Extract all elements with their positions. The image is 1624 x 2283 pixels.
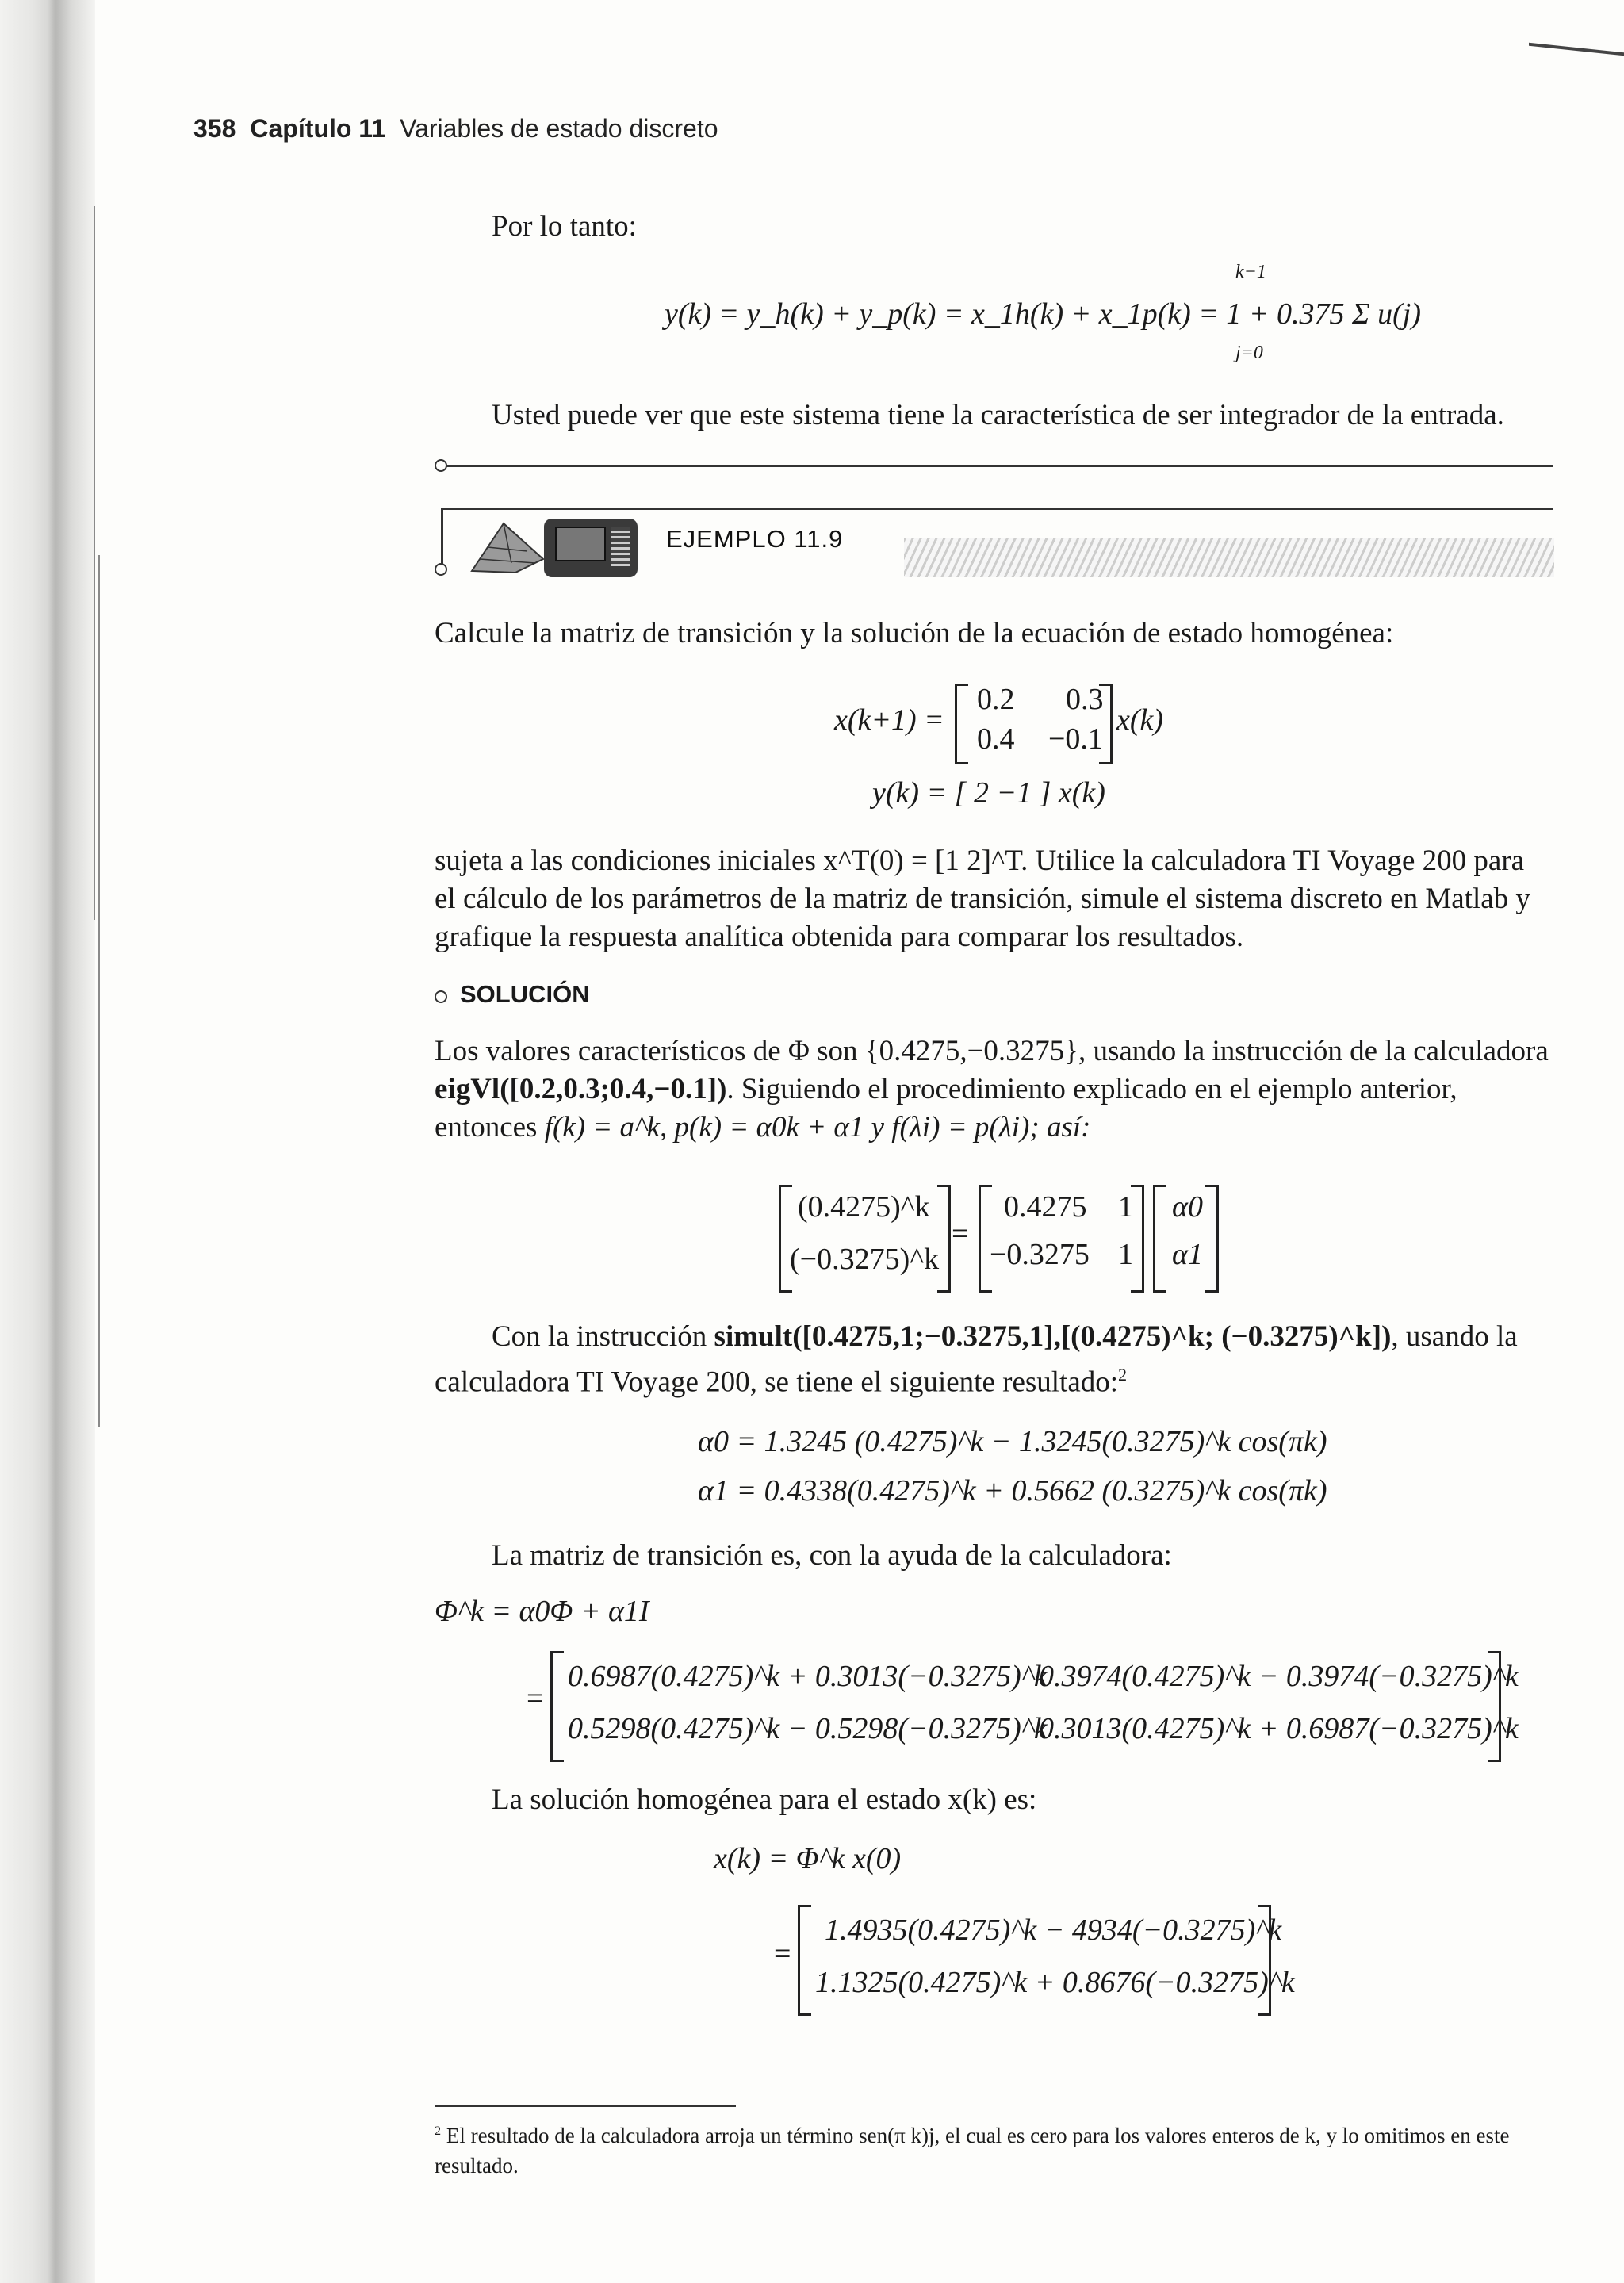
spine-line: [98, 555, 100, 1427]
footnote-text: El resultado de la calculadora arroja un término sen(π k)j, el cual es cero para los valores enteros de k, y lo omitimos en este resultado.: [435, 2124, 1510, 2178]
system-matrix-r2c1: −0.3275: [990, 1238, 1090, 1271]
state-matrix-r1c1: 0.2: [977, 683, 1015, 716]
bracket-right: [937, 1185, 951, 1293]
solution-p2-b: , usando la calculadora TI Voyage 200, se tiene el siguiente resultado:: [435, 1320, 1518, 1399]
page-number: 358: [193, 114, 236, 143]
system-vec-2: α1: [1172, 1238, 1203, 1271]
equals-sign: =: [774, 1937, 791, 1971]
alpha1-eq: α1 = 0.4338(0.4275)^k + 0.5662 (0.3275)^k cos(πk): [698, 1474, 1327, 1507]
example-prompt: Calcule la matriz de transición y la solución de la ecuación de estado homogénea:: [435, 617, 1394, 649]
system-lhs-1: (0.4275)^k: [798, 1190, 930, 1224]
bracket-right: [1099, 684, 1113, 764]
phi-r1c1: 0.6987(0.4275)^k + 0.3013(−0.3275)^k: [568, 1660, 1048, 1693]
example-conditions: sujeta a las condiciones iniciales x^T(0) = [1 2]^T. Utilice la calculadora TI Voyage 200 para el cálculo de los parámetros de la matriz de transición, simule el sistema discreto en Matlab y grafique la respuesta analítica obtenida para comparar los resultados.: [435, 845, 1530, 953]
system-matrix-r1c2: 1: [1118, 1190, 1133, 1224]
example-circle: [435, 563, 447, 576]
transition-intro: La matriz de transición es, con la ayuda de la calculadora:: [492, 1539, 1172, 1572]
example-hatch-band: [904, 538, 1554, 577]
output-equation: [665, 297, 1421, 331]
example-frame-left: [441, 508, 443, 569]
equals-sign: =: [527, 1682, 544, 1715]
bracket-right: [1488, 1651, 1501, 1762]
output-eq: y(k) = [ 2 −1 ] x(k): [872, 776, 1105, 810]
spine-line: [94, 206, 95, 920]
solution-p1-a: Los valores característicos de Φ son {0.4275,−0.3275}, usando la instrucción de la calculadora: [435, 1035, 1549, 1067]
bracket-left: [550, 1651, 564, 1762]
chapter-label: Capítulo 11: [250, 114, 386, 143]
eig-command: eigVl([0.2,0.3;0.4,−0.1]): [435, 1073, 727, 1105]
xk-vec-1: 1.4935(0.4275)^k − 4934(−0.3275)^k: [825, 1913, 1282, 1947]
alpha0-eq: α0 = 1.3245 (0.4275)^k − 1.3245(0.3275)^k cos(πk): [698, 1425, 1327, 1458]
xk-vec-2: 1.1325(0.4275)^k + 0.8676(−0.3275)^k: [815, 1966, 1295, 1999]
running-header: [193, 114, 718, 144]
simult-command: simult([0.4275,1;−0.3275,1],[(0.4275)^k; (−0.3275)^k]): [714, 1320, 1392, 1353]
phi-eq: Φ^k = α0Φ + α1I: [435, 1595, 649, 1628]
solution-p2-a: Con la instrucción: [492, 1320, 707, 1353]
solution-p1-b: . Siguiendo el procedimiento explicado en el ejemplo anterior, entonces: [435, 1073, 1457, 1143]
page-corner-mark: [1529, 43, 1624, 104]
divider-circle: [435, 459, 447, 472]
solution-paragraph-2: [435, 1318, 1553, 1401]
phi-r1c2: 0.3974(0.4275)^k − 0.3974(−0.3275)^k: [1039, 1660, 1519, 1693]
state-eq-lhs: x(k+1) =: [834, 703, 944, 737]
state-matrix-r1c2: 0.3: [1066, 683, 1104, 716]
sum-upper-limit: k−1: [1235, 262, 1266, 282]
equals-sign: =: [952, 1217, 969, 1251]
bracket-right: [1131, 1185, 1144, 1293]
system-matrix-r2c2: 1: [1118, 1238, 1133, 1271]
bracket-left: [798, 1905, 811, 2016]
system-vec-1: α0: [1172, 1190, 1203, 1224]
footnote: [435, 2116, 1553, 2181]
phi-r2c2: 0.3013(0.4275)^k + 0.6987(−0.3275)^k: [1039, 1712, 1519, 1745]
solution-bullet: [435, 990, 447, 1003]
por-lo-tanto: Por lo tanto:: [492, 210, 637, 243]
homog-intro: La solución homogénea para el estado x(k) es:: [492, 1783, 1037, 1816]
solution-paragraph-1: [435, 1032, 1553, 1147]
bracket-right: [1258, 1905, 1271, 2016]
system-matrix-r1c1: 0.4275: [1004, 1190, 1087, 1224]
bracket-right: [1205, 1185, 1219, 1293]
section-divider: [442, 465, 1553, 467]
state-matrix-r2c2: −0.1: [1048, 722, 1103, 756]
state-matrix-r2c1: 0.4: [977, 722, 1015, 756]
solution-heading: SOLUCIÓN: [460, 980, 590, 1008]
calculator-icon: [544, 519, 638, 577]
sum-lower-limit: j=0: [1235, 343, 1263, 363]
matlab-logo-icon: [468, 515, 547, 579]
state-eq-rhs: x(k): [1116, 703, 1164, 737]
bracket-left: [1153, 1185, 1166, 1293]
chapter-title: Variables de estado discreto: [400, 114, 718, 143]
book-spine-shadow: [0, 0, 95, 2283]
output-equation-text: y(k) = y_h(k) + y_p(k) = x_1h(k) + x_1p(k) = 1 + 0.375 Σ u(j): [665, 297, 1422, 331]
system-lhs-2: (−0.3275)^k: [790, 1243, 940, 1276]
example-label: EJEMPLO 11.9: [666, 525, 844, 553]
bracket-left: [955, 684, 968, 764]
footnote-number: 2: [435, 2124, 442, 2138]
xk-eq: x(k) = Φ^k x(0): [714, 1842, 902, 1875]
footnote-rule: [435, 2105, 736, 2107]
solution-p1-c: f(k) = a^k, p(k) = α0k + α1 y f(λi) = p(λi); así:: [544, 1111, 1091, 1143]
integrator-note: Usted puede ver que este sistema tiene la característica de ser integrador de la entrada.: [492, 399, 1504, 431]
footnote-ref: 2: [1118, 1365, 1128, 1385]
phi-r2c1: 0.5298(0.4275)^k − 0.5298(−0.3275)^k: [568, 1712, 1048, 1745]
